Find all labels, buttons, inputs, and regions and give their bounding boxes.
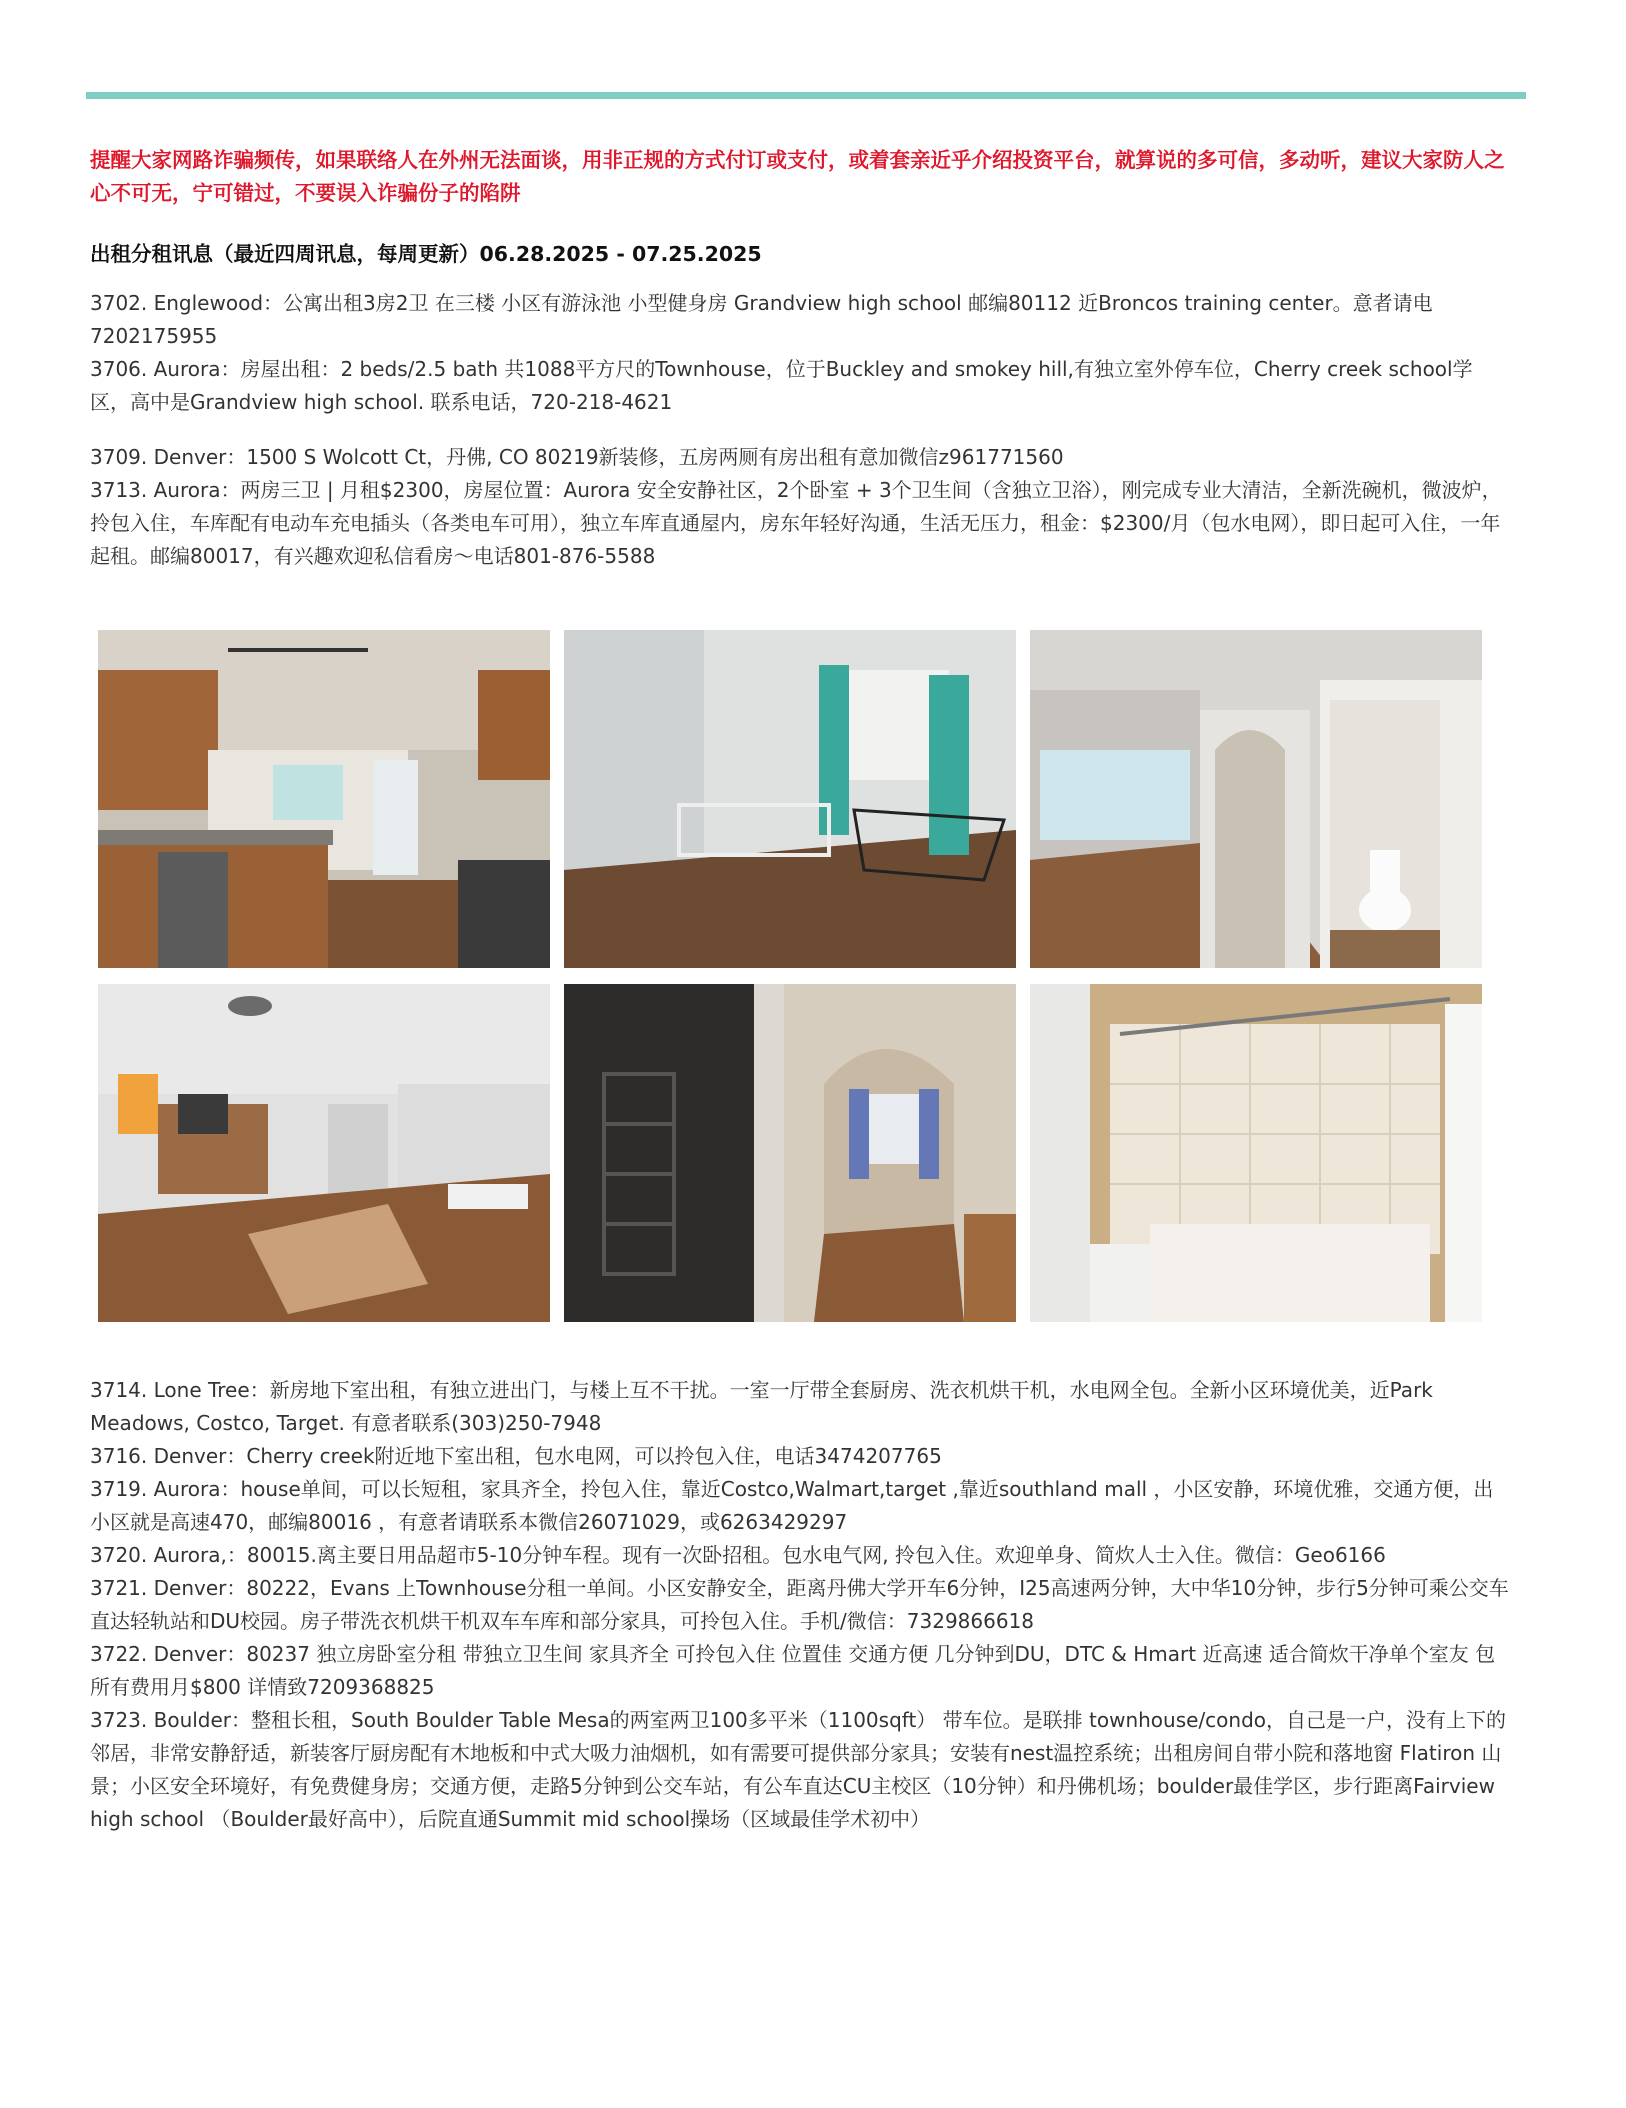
listing-3719: 3719. Aurora：house单间，可以长短租，家具齐全，拎包入住，靠近Costco,Walmart,target ,靠近southland mall ，小区安静，环境优雅，交通方便，出小区就是高速470，邮编80016 ，有意者请联系本微信26071029，或6263429297 — [90, 1477, 1494, 1534]
listing-3702: 3702. Englewood：公寓出租3房2卫 在三楼 小区有游泳池 小型健身房 Grandview high school 邮编80112 近Broncos training center。意者请电7202175955 — [90, 291, 1433, 348]
bathtub-photo — [1030, 984, 1482, 1322]
hallway-bathroom-photo — [1030, 630, 1482, 968]
listing-3720: 3720. Aurora,：80015.离主要日用品超市5-10分钟车程。现有一次卧招租。包水电气网, 拎包入住。欢迎单身、简炊人士入住。微信：Geo6166 — [90, 1543, 1386, 1567]
closet-photo — [564, 984, 1016, 1322]
listing-3723: 3723. Boulder：整租长租，South Boulder Table Mesa的两室两卫100多平米（1100sqft） 带车位。是联排 townhouse/condo，自己是一户，没有上下的邻居，非常安静舒适，新装客厅厨房配有木地板和中式大吸力油烟机，如有需要可提供部分家具；安装有nest温控系统；出租房间自带小院和落地窗 Flatiron 山景；小区安全环境好，有免费健身房；交通方便，走路5分钟到公交车站，有公车直达CU主校区（10分钟）和丹佛机场；boulder最佳学区，步行距离Fairview high school （Boulder最好高中），后院直通Summit mid school操场（区域最佳学术初中） — [90, 1708, 1507, 1831]
listing-3722: 3722. Denver：80237 独立房卧室分租 带独立卫生间 家具齐全 可拎包入住 位置佳 交通方便 几分钟到DU，DTC & Hmart 近高速 适合简炊干净单个室友 包所有费用月$800 详情致7209368825 — [90, 1642, 1496, 1699]
section-title: 出租分租讯息（最近四周讯息，每周更新）06.28.2025 - 07.25.2025 — [90, 242, 762, 266]
listings-bottom — [90, 1374, 1510, 1836]
top-divider — [86, 92, 1526, 99]
living-room-photo — [98, 984, 550, 1322]
kitchen-photo — [98, 630, 550, 968]
listing-3709: 3709. Denver：1500 S Wolcott Ct，丹佛, CO 80219新装修，五房两厕有房出租有意加微信z961771560 — [90, 445, 1064, 469]
listing-3721: 3721. Denver：80222，Evans 上Townhouse分租一单间。小区安静安全，距离丹佛大学开车6分钟，I25高速两分钟，大中华10分钟，步行5分钟可乘公交车直达轻轨站和DU校园。房子带洗衣机烘干机双车车库和部分家具，可拎包入住。手机/微信：7329866618 — [90, 1576, 1509, 1633]
listing-3714: 3714. Lone Tree：新房地下室出租，有独立进出门，与楼上互不干扰。一室一厅带全套厨房、洗衣机烘干机，水电网全包。全新小区环境优美，近Park Meadows, Costco, Target. 有意者联系(303)250-7948 — [90, 1378, 1433, 1435]
listing-3713: 3713. Aurora：两房三卫 | 月租$2300，房屋位置：Aurora 安全安静社区，2个卧室 + 3个卫生间（含独立卫浴），刚完成专业大清洁，全新洗碗机，微波炉，拎包入住，车库配有电动车充电插头（各类电车可用），独立车库直通屋内，房东年轻好沟通，生活无压力，租金：$2300/月（包水电网），即日起可入住，一年起租。邮编80017，有兴趣欢迎私信看房～电话801-876-5588 — [90, 478, 1502, 568]
listings-top — [90, 287, 1510, 573]
listing-3706: 3706. Aurora：房屋出租：2 beds/2.5 bath 共1088平方尺的Townhouse，位于Buckley and smokey hill,有独立室外停车位，Cherry creek school学区，高中是Grandview high school. 联系电话，720-218-4621 — [90, 357, 1473, 414]
scam-warning: 提醒大家网路诈骗频传，如果联络人在外州无法面谈，用非正规的方式付订或支付，或着套亲近乎介绍投资平台，就算说的多可信，多动听，建议大家防人之心不可无，宁可错过，不要误入诈骗份子的陷阱 — [90, 148, 1505, 205]
bedroom-photo — [564, 630, 1016, 968]
listing-3716: 3716. Denver：Cherry creek附近地下室出租，包水电网，可以拎包入住，电话3474207765 — [90, 1444, 942, 1468]
